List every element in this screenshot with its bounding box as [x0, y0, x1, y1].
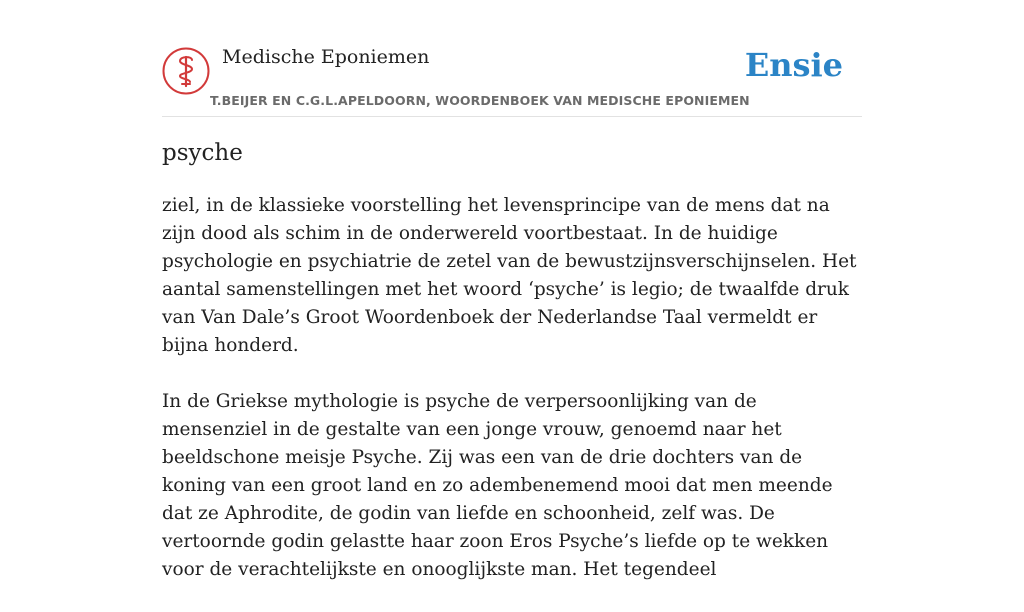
entry-title: psyche — [162, 140, 243, 166]
entry-body — [162, 192, 862, 612]
book-source: T.BEIJER EN C.G.L.APELDOORN, WOORDENBOEK VAN MEDISCHE EPONIEMEN — [210, 93, 750, 108]
header — [162, 0, 862, 117]
entry-paragraph: In de Griekse mythologie is psyche de verpersoonlijking van de mensenziel in de gestalte van een jonge vrouw, genoemd naar het beeldschone meisje Psyche. Zij was een van de drie dochters van de koning van een groot land en zo adembenemend mooi dat men meende dat ze Aphrodite, de godin van liefde en schoonheid, zelf was. De vertoornde godin gelastte haar zoon Eros Psyche’s liefde op te wekken voor de verachtelijkste en onooglijkste man. Het tegendeel — [162, 391, 833, 580]
page — [162, 0, 862, 580]
entry-paragraph: ziel, in de klassieke voorstelling het levensprincipe van de mens dat na zijn dood als schim in de onderwereld voortbestaat. In de huidige psychologie en psychiatrie de zetel van de bewustzijnsverschijnselen. Het aantal samenstellingen met het woord ‘psyche’ is legio; de twaalfde druk van Van Dale’s Groot Woordenboek der Nederlandse Taal vermeldt er bijna honderd. — [162, 195, 857, 356]
book-title[interactable]: Medische Eponiemen — [222, 46, 430, 68]
brand-logo[interactable]: Ensie — [744, 46, 843, 84]
caduceus-icon[interactable] — [162, 47, 210, 95]
